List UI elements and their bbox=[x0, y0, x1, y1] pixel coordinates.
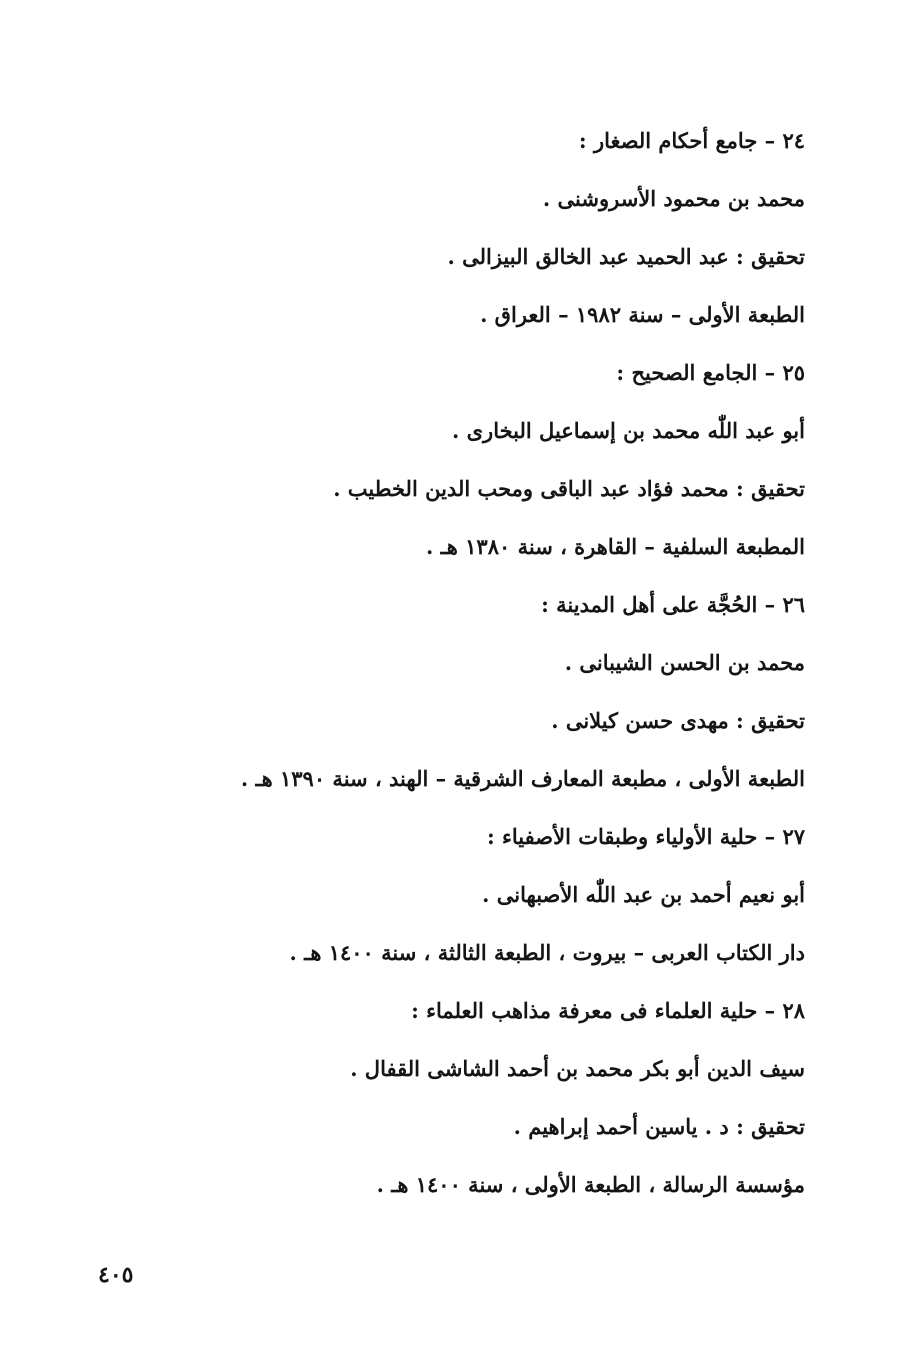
entry-25-title: ٢٥ – الجامع الصحيح : bbox=[616, 360, 805, 385]
entry-27-author: أبو نعيم أحمد بن عبد اللّٰه الأصبهانى . bbox=[482, 882, 805, 907]
entry-28-title: ٢٨ – حلية العلماء فى معرفة مذاهب العلماء : bbox=[411, 998, 805, 1023]
entry-24-editor: تحقيق : عبد الحميد عبد الخالق البيزالى . bbox=[447, 244, 805, 269]
entry-24-author: محمد بن محمود الأسروشنى . bbox=[542, 186, 805, 211]
entry-27-title: ٢٧ – حلية الأولياء وطبقات الأصفياء : bbox=[486, 824, 805, 849]
entry-26-editor: تحقيق : مهدى حسن كيلانى . bbox=[551, 708, 805, 733]
entry-26-author: محمد بن الحسن الشيبانى . bbox=[564, 650, 805, 675]
entry-25-publication: المطبعة السلفية – القاهرة ، سنة ١٣٨٠ هـ . bbox=[425, 534, 805, 559]
entry-25-author: أبو عبد اللّٰه محمد بن إسماعيل البخارى . bbox=[452, 418, 805, 443]
entry-26-title: ٢٦ – الحُجَّة على أهل المدينة : bbox=[541, 592, 805, 617]
entry-28-editor: تحقيق : د . ياسين أحمد إبراهيم . bbox=[513, 1114, 805, 1139]
entry-28-author: سيف الدين أبو بكر محمد بن أحمد الشاشى القفال . bbox=[350, 1056, 805, 1081]
entry-25-editor: تحقيق : محمد فؤاد عبد الباقى ومحب الدين الخطيب . bbox=[333, 476, 805, 501]
entry-26-publication: الطبعة الأولى ، مطبعة المعارف الشرقية – الهند ، سنة ١٣٩٠ هـ . bbox=[240, 766, 805, 791]
entry-27-publication: دار الكتاب العربى – بيروت ، الطبعة الثالثة ، سنة ١٤٠٠ هـ . bbox=[289, 940, 805, 965]
page-number: ٤٠٥ bbox=[98, 1262, 134, 1288]
bibliography-list bbox=[165, 112, 805, 1214]
entry-24-title: ٢٤ – جامع أحكام الصغار : bbox=[578, 128, 805, 153]
entry-24-publication: الطبعة الأولى – سنة ١٩٨٢ – العراق . bbox=[480, 302, 805, 327]
entry-28-publication: مؤسسة الرسالة ، الطبعة الأولى ، سنة ١٤٠٠ هـ . bbox=[376, 1172, 805, 1197]
